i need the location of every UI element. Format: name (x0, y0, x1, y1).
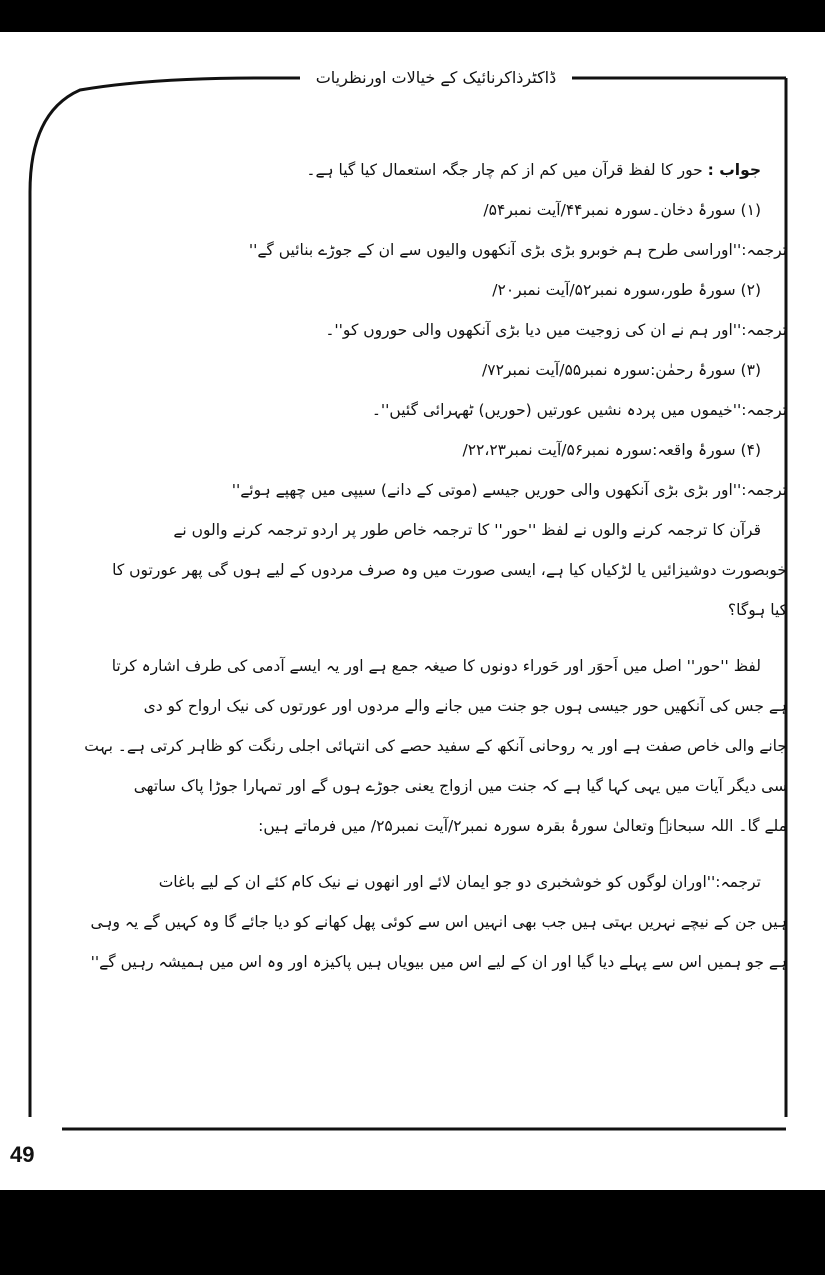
page (0, 32, 825, 1190)
ref-3-translation: ترجمہ:''خیموں میں پردہ نشیں عورتیں (حوریں) ٹھہرائی گئیں''۔ (371, 401, 787, 419)
body-text (42, 150, 787, 982)
bottom-scan-border (0, 1190, 825, 1275)
para3-line: ہیں جن کے نیچے نہریں بہتی ہیں جب بھی انہیں اس سے کوئی پھل کھانے کو دیا جائے گا وہ کہیں گے یہ وہی (90, 913, 787, 931)
ref-3-heading: (۳) سورۂ رحمٰن:سورہ نمبر۵۵/آیت نمبر۷۲/ (482, 361, 761, 379)
para1-line: قرآن کا ترجمہ کرنے والوں نے لفظ ''حور'' کا ترجمہ خاص طور پر اردو ترجمہ کرنے والوں نے (173, 521, 761, 539)
para3-line: ہے جو ہمیں اس سے پہلے دیا گیا اور ان کے لیے اس میں بیویاں ہیں پاکیزہ اور وہ اس میں ہمیشہ رہیں گے'' (90, 953, 787, 971)
ref-2-translation: ترجمہ:''اور ہم نے ان کی زوجیت میں دیا بڑی آنکھوں والی حوروں کو''۔ (325, 321, 787, 339)
running-header: ڈاکٹرذاکرنائیک کے خیالات اورنظریات (300, 68, 572, 87)
para2-line: ملے گا۔ اللہ سبحانہٗ وتعالیٰ سورۂ بقرہ سورہ نمبر۲/آیت نمبر۲۵/ میں فرماتے ہیں: (258, 817, 787, 835)
answer-label: جواب : (707, 161, 761, 179)
para2-line: جانے والی خاص صفت ہے اور یہ روحانی آنکھ کے سفید حصے کی انتہائی اجلی رنگت کو ظاہر کرتی ہے۔ بہت (84, 737, 787, 755)
page-number: 49 (10, 1142, 35, 1167)
answer-text: حور کا لفظ قرآن میں کم از کم چار جگہ استعمال کیا گیا ہے۔ (306, 161, 703, 179)
answer-line (42, 150, 787, 190)
ref-4-translation: ترجمہ:''اور بڑی بڑی آنکھوں والی حوریں جیسے (موتی کے دانے) سیپی میں چھپے ہوئے'' (231, 481, 787, 499)
para1-line: خوبصورت دوشیزائیں یا لڑکیاں کیا ہے، ایسی صورت میں وہ صرف مردوں کے لیے ہوں گی پھر عورتوں کا (112, 561, 787, 579)
para3-line: ترجمہ:''اوران لوگوں کو خوشخبری دو جو ایمان لائے اور انھوں نے نیک کام کئے ان کے لیے باغات (158, 873, 761, 891)
top-scan-border (0, 0, 825, 32)
para2-line: لفظ ''حور'' اصل میں اَحوَر اور حَوراء دونوں کا صیغہ جمع ہے اور یہ ایسے آدمی کی طرف اشارہ کرتا (111, 657, 761, 675)
para1-line: کیا ہوگا؟ (727, 601, 787, 619)
para2-line: ہے جس کی آنکھیں حور جیسی ہوں جو جنت میں جانے والے مردوں اور عورتوں کی نیک ارواح کو دی (143, 697, 787, 715)
ref-1-heading: (۱) سورۂ دخان۔سورہ نمبر۴۴/آیت نمبر۵۴/ (483, 201, 761, 219)
ref-4-heading: (۴) سورۂ واقعہ:سورہ نمبر۵۶/آیت نمبر۲۲،۲۳/ (462, 441, 761, 459)
para2-line: سی دیگر آیات میں یہی کہا گیا ہے کہ جنت میں ازواج یعنی جوڑے ہوں گے اور تمہارا جوڑا پاک ساتھی (133, 777, 787, 795)
ref-1-translation: ترجمہ:''اوراسی طرح ہم خوبرو بڑی بڑی آنکھوں والیوں سے ان کے جوڑے بنائیں گے'' (248, 241, 787, 259)
ref-2-heading: (۲) سورۂ طور،سورہ نمبر۵۲/آیت نمبر۲۰/ (492, 281, 761, 299)
